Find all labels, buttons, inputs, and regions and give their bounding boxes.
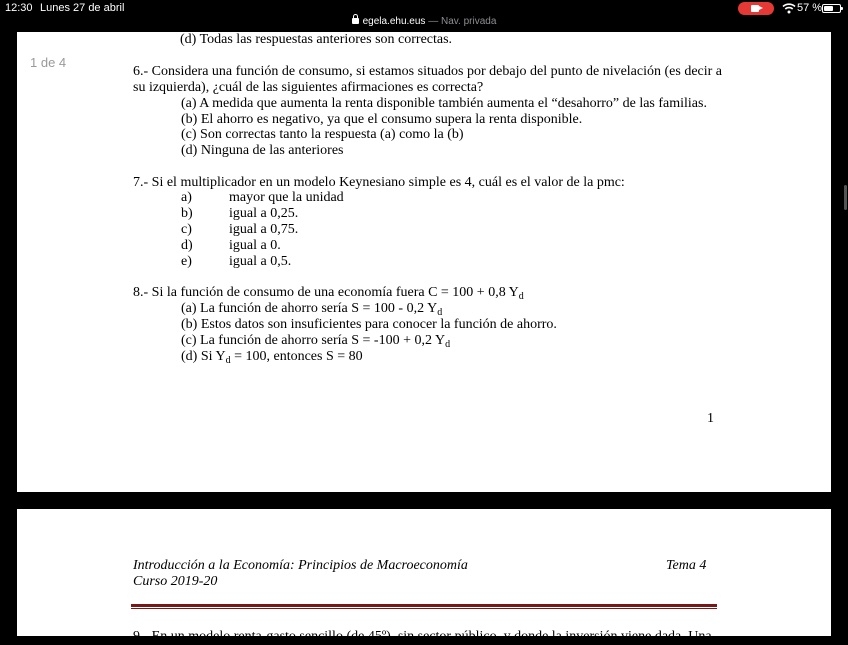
question-7-letter-a: a) [181, 190, 192, 205]
header-rule [131, 604, 717, 607]
header-topic: Tema 4 [666, 558, 707, 573]
question-7-option-a: mayor que la unidad [229, 190, 344, 205]
url-bar[interactable] [0, 16, 848, 32]
private-mode-label: Nav. privada [441, 16, 497, 27]
question-8-option-a: (a) La función de ahorro sería S = 100 - 0,2 $Y_d$ [181, 301, 443, 318]
question-7-option-b: igual a 0,25. [229, 206, 299, 221]
url-separator: — [425, 16, 441, 27]
question-6-option-d: (d) Ninguna de las anteriores [181, 143, 344, 158]
question-8: 8.- Si la función de consumo de una economía fuera C = 100 + 0,8 $Y_d$ [133, 285, 524, 302]
question-9-partial: 9.- En un modelo renta-gasto sencillo (de 45º), sin sector público, y donde la inversión viene dada. Una [133, 629, 712, 644]
question-8-option-b: (b) Estos datos son insuficientes para conocer la función de ahorro. [181, 317, 557, 332]
previous-answer-d: (d) Todas las respuestas anteriores son correctas. [180, 32, 453, 47]
question-7-option-c: igual a 0,75. [229, 222, 299, 237]
pdf-page-1 [17, 32, 831, 492]
date: Lunes 27 de abril [40, 2, 125, 14]
scrollbar[interactable] [844, 185, 847, 210]
wifi-icon [782, 1, 796, 15]
clock: 12:30 [5, 2, 33, 14]
question-7-letter-d: d) [181, 238, 193, 253]
battery-percentage: 57 % [797, 2, 823, 14]
question-7-letter-b: b) [181, 206, 193, 221]
question-8-option-d: (d) Si $Y_d = 100$, entonces S = 80 [181, 349, 363, 366]
question-7-option-e: igual a 0,5. [229, 254, 292, 269]
question-6-option-b: (b) El ahorro es negativo, ya que el consumo supera la renta disponible. [181, 112, 583, 127]
question-6-option-a: (a) A medida que aumenta la renta disponible también aumenta el “desahorro” de las familias. [181, 96, 707, 111]
screen-recording-icon[interactable] [738, 2, 774, 15]
question-6-option-c: (c) Son correctas tanto la respuesta (a) como la (b) [181, 127, 464, 142]
status-bar [0, 0, 848, 16]
page-number: 1 [707, 411, 714, 426]
page-indicator: 1 de 4 [30, 55, 67, 70]
question-7-letter-c: c) [181, 222, 192, 237]
question-8-option-c: (c) La función de ahorro sería S = -100 + 0,2 $Y_d$ [181, 333, 451, 350]
lock-icon [352, 18, 359, 24]
header-course: Curso 2019-20 [133, 574, 218, 589]
question-7: 7.- Si el multiplicador en un modelo Keynesiano simple es 4, cuál es el valor de la pmc: [133, 175, 625, 190]
question-7-letter-e: e) [181, 254, 192, 269]
pdf-page-2 [17, 509, 831, 644]
battery-icon [822, 4, 841, 13]
url-domain: egela.ehu.eus [362, 16, 426, 27]
question-6-line1: 6.- Considera una función de consumo, si estamos situados por debajo del punto de nivelación (es decir a [133, 64, 723, 79]
header-rule-thin [131, 608, 717, 609]
question-7-option-d: igual a 0. [229, 238, 281, 253]
question-6-line2: su izquierda), ¿cuál de las siguientes afirmaciones es correcta? [133, 80, 484, 95]
header-title: Introducción a la Economía: Principios de Macroeconomía [133, 558, 468, 573]
